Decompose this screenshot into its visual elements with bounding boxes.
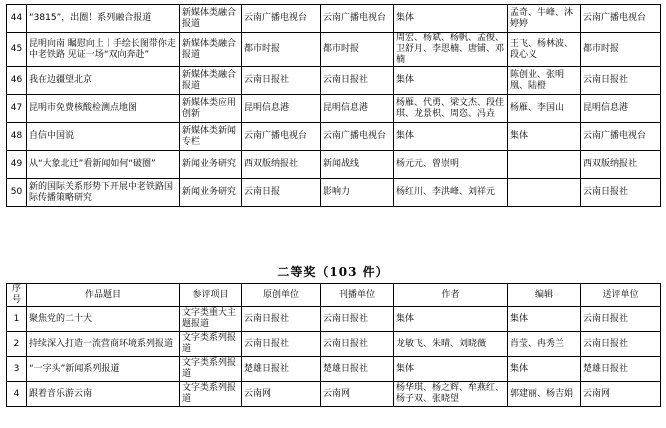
- publish-unit: 云南日报社: [321, 307, 394, 332]
- submit-unit: 云南日报社: [581, 332, 661, 357]
- author: 龙敏飞、朱晴、刘晓薇: [394, 332, 508, 357]
- row-number: 47: [7, 95, 27, 123]
- row-number: 3: [7, 357, 27, 382]
- table-row: [7, 123, 661, 151]
- category: 新媒体类融合报道: [180, 33, 242, 67]
- submit-unit: 昆明信息港: [581, 95, 661, 123]
- table-row: [7, 33, 661, 67]
- editor: 郭建丽、杨吉娟: [508, 382, 581, 407]
- author: 杨红川、李洪峰、刘祥元: [394, 179, 508, 207]
- editor: 集体: [508, 357, 581, 382]
- category: 新媒体类新闻专栏: [180, 123, 242, 151]
- publish-unit: 新闻战线: [321, 151, 394, 179]
- category: 新媒体类融合报道: [180, 67, 242, 95]
- category: 新媒体类融合报道: [180, 5, 242, 33]
- submit-unit: 云南日报社: [581, 307, 661, 332]
- editor: 杨雁、李国山: [508, 95, 581, 123]
- work-title: 从“大象北迁”看新闻如何“破圈”: [27, 151, 180, 179]
- publish-unit: 云南网: [321, 382, 394, 407]
- work-title: “3815”，出圈！系列融合报道: [27, 5, 180, 33]
- submit-unit: 云南广播电视台: [581, 5, 661, 33]
- category: 文字类系列报道: [180, 382, 242, 407]
- work-title: 自信中国说: [27, 123, 180, 151]
- row-number: 46: [7, 67, 27, 95]
- category: 新闻业务研究: [180, 179, 242, 207]
- editor: [508, 179, 581, 207]
- row-number: 44: [7, 5, 27, 33]
- category: 新闻业务研究: [180, 151, 242, 179]
- original-unit: 昆明信息港: [242, 95, 321, 123]
- row-number: 49: [7, 151, 27, 179]
- author: 集体: [394, 307, 508, 332]
- editor: 肖莹、冉秀兰: [508, 332, 581, 357]
- row-number: 45: [7, 33, 27, 67]
- publish-unit: 影响力: [321, 179, 394, 207]
- submit-unit: 楚雄日报社: [581, 357, 661, 382]
- original-unit: 西双版纳报社: [242, 151, 321, 179]
- category: 文字类重大主题报道: [180, 307, 242, 332]
- publish-unit: 云南日报社: [321, 67, 394, 95]
- original-unit: 云南广播电视台: [242, 123, 321, 151]
- editor: 王飞、杨林波、段心义: [508, 33, 581, 67]
- original-unit: 云南广播电视台: [242, 5, 321, 33]
- submit-unit: 西双版纳报社: [581, 151, 661, 179]
- publish-unit: 云南广播电视台: [321, 5, 394, 33]
- submit-unit: 云南日报社: [581, 67, 661, 95]
- work-title: 昆明向南 瞩慰向上｜手绘长图带你走中老铁路 见证一场“双向奔赴”: [27, 33, 180, 67]
- publish-unit: 云南广播电视台: [321, 123, 394, 151]
- original-unit: 都市时报: [242, 33, 321, 67]
- header-submit-unit: 送评单位: [581, 284, 661, 307]
- header-editor: 编辑: [508, 284, 581, 307]
- author: 集体: [394, 5, 508, 33]
- editor: 集体: [508, 307, 581, 332]
- table-row: [7, 357, 661, 382]
- table-row: [7, 5, 661, 33]
- author: 杨雁、代勇、梁文杰、段佳琪、龙景枳、周恣、冯垚: [394, 95, 508, 123]
- publish-unit: 都市时报: [321, 33, 394, 67]
- original-unit: 楚雄日报社: [242, 357, 321, 382]
- original-unit: 云南日报: [242, 179, 321, 207]
- work-title: 昆明市免费核酸检测点地图: [27, 95, 180, 123]
- header-original-unit: 原创单位: [242, 284, 321, 307]
- submit-unit: 云南广播电视台: [581, 123, 661, 151]
- header-publish-unit: 刊播单位: [321, 284, 394, 307]
- row-number: 4: [7, 382, 27, 407]
- header-author: 作者: [394, 284, 508, 307]
- work-title: 持续深入打造一流营商环境系列报道: [27, 332, 180, 357]
- author: 集体: [394, 67, 508, 95]
- editor: 陈创业、张明凰、陆橙: [508, 67, 581, 95]
- author: 杨元元、曾崇明: [394, 151, 508, 179]
- table-header-row: [7, 284, 661, 307]
- row-number: 48: [7, 123, 27, 151]
- table-row: [7, 332, 661, 357]
- header-number: 序号: [7, 284, 27, 307]
- work-title: 新的国际关系形势下开展中老铁路国际传播策略研究: [27, 179, 180, 207]
- category: 新媒体类应用创新: [180, 95, 242, 123]
- editor: 孟奇、牛峰、沐婷婷: [508, 5, 581, 33]
- original-unit: 云南日报社: [242, 67, 321, 95]
- table-row: [7, 67, 661, 95]
- editor: 集体: [508, 123, 581, 151]
- editor: [508, 151, 581, 179]
- category: 文字类系列报道: [180, 332, 242, 357]
- work-title: 聚焦党的二十大: [27, 307, 180, 332]
- header-category: 参评项目: [180, 284, 242, 307]
- submit-unit: 云南网: [581, 382, 661, 407]
- original-unit: 云南日报社: [242, 332, 321, 357]
- submit-unit: 云南日报社: [581, 179, 661, 207]
- table-row: [7, 179, 661, 207]
- original-unit: 云南日报社: [242, 307, 321, 332]
- awards-table-top: [6, 4, 661, 207]
- author: 集体: [394, 357, 508, 382]
- author: 杨华琪、杨之辉、牟燕红、杨子双、张晓望: [394, 382, 508, 407]
- author: 集体: [394, 123, 508, 151]
- publish-unit: 楚雄日报社: [321, 357, 394, 382]
- original-unit: 云南网: [242, 382, 321, 407]
- work-title: “一字头”新闻系列报道: [27, 357, 180, 382]
- row-number: 50: [7, 179, 27, 207]
- author: 周宏、杨斌、杨帆、孟俊、卫舒月、李思楠、唐铺、邓楠: [394, 33, 508, 67]
- publish-unit: 云南日报社: [321, 332, 394, 357]
- table-row: [7, 382, 661, 407]
- row-number: 2: [7, 332, 27, 357]
- table-row: [7, 307, 661, 332]
- work-title: 跟着音乐游云南: [27, 382, 180, 407]
- row-number: 1: [7, 307, 27, 332]
- category: 文字类系列报道: [180, 357, 242, 382]
- table-row: [7, 95, 661, 123]
- publish-unit: 昆明信息港: [321, 95, 394, 123]
- awards-table-second-prize: [6, 283, 661, 407]
- header-title: 作品题目: [27, 284, 180, 307]
- work-title: 我在边疆望北京: [27, 67, 180, 95]
- submit-unit: 都市时报: [581, 33, 661, 67]
- section-title: 二等奖（103 件）: [277, 265, 389, 279]
- table-row: [7, 151, 661, 179]
